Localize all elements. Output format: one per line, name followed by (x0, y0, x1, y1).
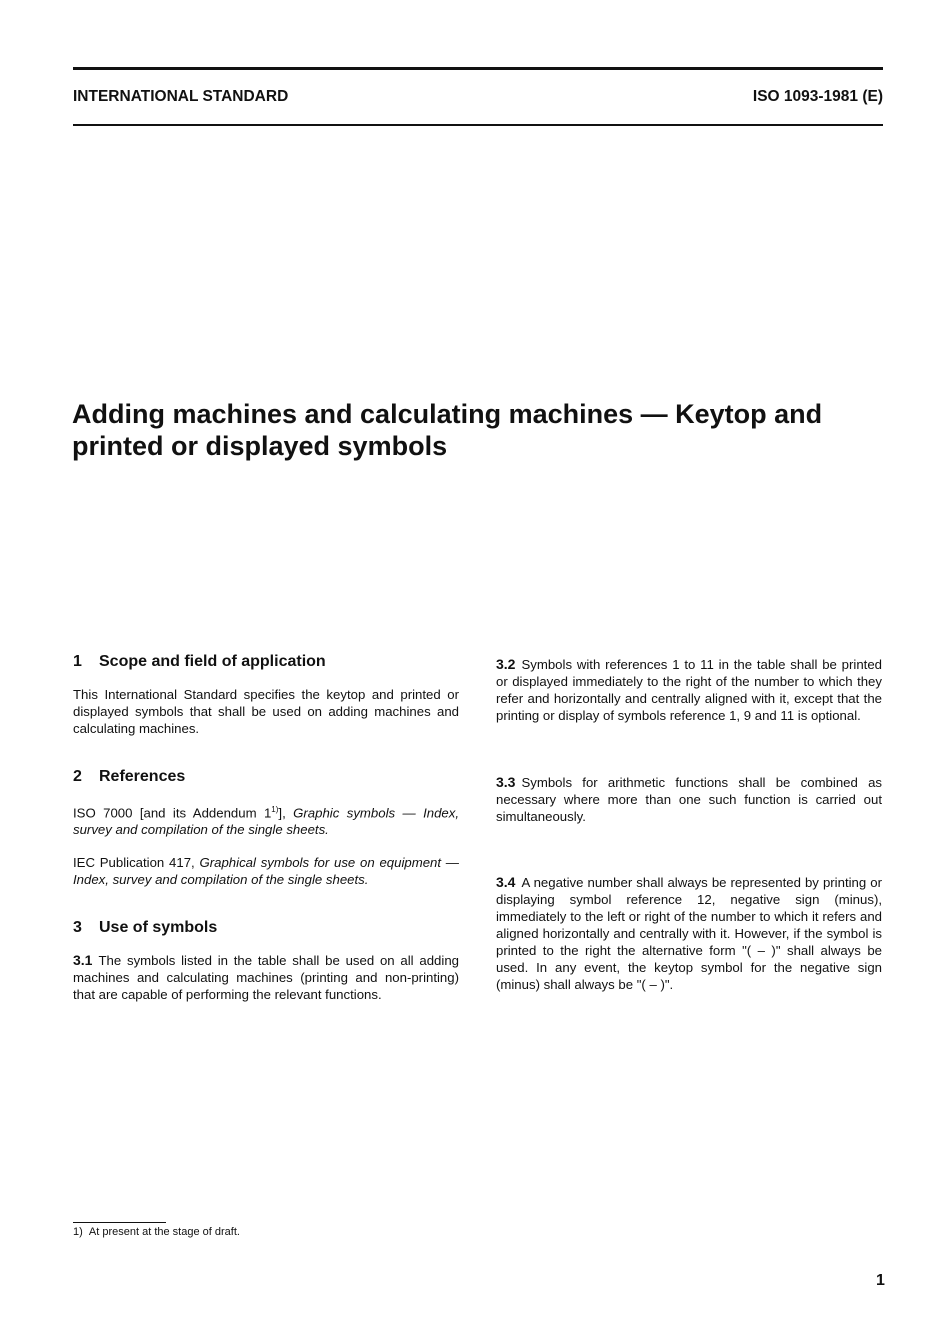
footnote (73, 1226, 240, 1238)
ref-text: IEC Publication 417, (73, 855, 200, 871)
page-title (72, 398, 892, 462)
title-line-1: Adding machines and calculating machines — Keytop and (72, 399, 823, 429)
ref-title: Graphical symbols for use on equipment — Index, survey and compilation of the single sheets. (73, 855, 459, 888)
page-number: 1 (876, 1272, 885, 1289)
left-column (73, 653, 459, 1003)
ref-title: Graphic symbols — Index, survey and compilation of the single sheets. (73, 805, 459, 838)
clause-3-2 (496, 656, 882, 724)
right-column (496, 656, 882, 993)
clause-number: 3.2 (496, 656, 516, 672)
ref-text: ISO 7000 [and its Addendum 1 (73, 805, 272, 821)
section-3-heading (73, 919, 459, 936)
clause-3-3 (496, 774, 882, 825)
clause-number: 3.4 (496, 874, 516, 890)
section-title: References (99, 768, 186, 785)
document-type: INTERNATIONAL STANDARD (73, 88, 289, 105)
footnote-text: At present at the stage of draft. (88, 1226, 240, 1238)
section-2-heading (73, 768, 459, 785)
title-line-2: printed or displayed symbols (72, 431, 448, 461)
footnote-rule (73, 1222, 166, 1223)
section-1-heading (73, 653, 459, 670)
header-rule (73, 124, 883, 126)
section-title: Use of symbols (99, 919, 218, 937)
clause-text: A negative number shall always be represented by printing or displaying symbol reference 12, negative sign (minus), immediately to the left or right of the number to which it refers and aligned horizontally and centrally with it. However, if the symbol is printed to the right the alternative form "( – )" shall always be used. In any event, the keytop symbol for the negative sign (minus) shall always be "( – )". (496, 875, 882, 992)
clause-number: 3.3 (496, 774, 516, 790)
section-1-body: This International Standard specifies the keytop and printed or displayed symbols that shall be used on adding machines and calculating machines. (73, 687, 459, 736)
section-number: 3 (73, 919, 82, 937)
top-rule (73, 67, 883, 70)
clause-text: The symbols listed in the table shall be used on all adding machines and calculating machines (printing and non-printing) that are capable of performing the relevant functions. (73, 953, 459, 1003)
section-title: Scope and field of application (99, 653, 326, 670)
footnote-mark: 1) (73, 1226, 83, 1238)
clause-text: Symbols for arithmetic functions shall be combined as necessary where more than one such function is carried out simultaneously. (496, 775, 882, 824)
clause-text: Symbols with references 1 to 11 in the table shall be printed or displayed immediately to the right of the number to which they refer and horizontally and centrally aligned with it, except that the printing or display of symbols reference 1, 9 and 11 is optional. (496, 657, 882, 723)
ref-text: ], (278, 805, 294, 821)
reference-iec-417 (73, 854, 459, 888)
reference-iso-7000 (73, 801, 459, 838)
clause-3-4 (496, 874, 882, 993)
clause-number: 3.1 (73, 952, 93, 969)
section-number: 2 (73, 768, 82, 785)
section-number: 1 (73, 653, 82, 670)
clause-3-1 (73, 952, 459, 1003)
footnote-ref: 1) (271, 805, 279, 814)
standard-number: ISO 1093-1981 (E) (752, 88, 883, 105)
